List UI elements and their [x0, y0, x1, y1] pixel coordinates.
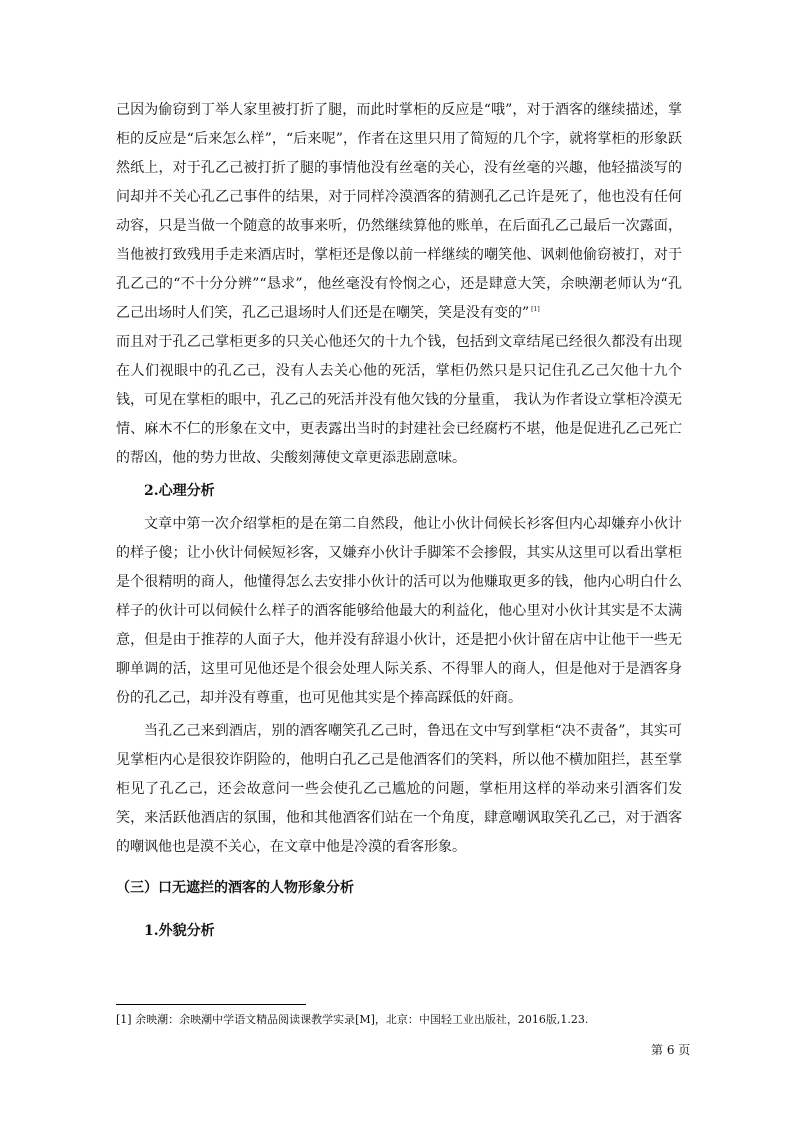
subheading-appearance: 1.外貌分析 [144, 923, 215, 939]
body-paragraph-2: 而且对于孔乙己掌柜更多的只关心他还欠的十九个钱，包括到文章结尾已经很久都没有出现在人们视眼中的孔乙己，没有人去关心他的死活，掌柜仍然只是只记住孔乙己欠他十九个钱，可见在掌柜的眼中，孔乙己的死活并没有他欠钱的分量重， 我认为作者设立掌柜冷漠无情、麻木不仁的形象在文中，更表露出当时的封建社会已经腐朽不堪，他是促进孔乙己死亡的帮凶，他的势力世故、尖酸刻薄使文章更添悲剧意味。 [116, 334, 682, 466]
subheading-psychology: 2.心理分析 [144, 483, 215, 499]
footnote-divider [116, 1004, 306, 1005]
body-paragraph-1: 己因为偷窃到丁举人家里被打折了腿，而此时掌柜的反应是“哦”，对于酒客的继续描述，掌柜的反应是“后来怎么样”，“后来呢”，作者在这里只用了简短的几个字，就将掌柜的形象跃然纸上，对于孔乙己被打折了腿的事情他没有丝毫的关心，没有丝毫的兴趣，他轻描淡写的问却并不关心孔乙己事件的结果，对于同样冷漠酒客的猜测孔乙己许是死了，他也没有任何动容，只是当做一个随意的故事来听，仍然继续算他的账单，在后面孔乙己最后一次露面，当他被打致残用手走来酒店时，掌柜还是像以前一样继续的嘲笑他、讽刺他偷窃被打，对于孔乙己的“不十分分辨”“恳求”，他丝毫没有怜悯之心，还是肆意大笑，余映潮老师认为“孔乙己出场时人们笑，孔乙己退场时人们还是在嘲笑，笑是没有变的” [1] [116, 102, 682, 321]
page-content [116, 96, 682, 946]
psych-paragraph-1: 文章中第一次介绍掌柜的是在第二自然段，他让小伙计伺候长衫客但内心却嫌弃小伙计的样子傻；让小伙计伺候短衫客，又嫌弃小伙计手脚笨不会掺假，其实从这里可以看出掌柜是个很精明的商人，他懂得怎么去安排小伙计的活可以为他赚取更多的钱，他内心明白什么样子的伙计可以伺候什么样子的酒客能够给他最大的利益化，他心里对小伙计其实是不太满意，但是由于推荐的人面子大，他并没有辞退小伙计，还是把小伙计留在店中让他干一些无聊单调的活，这里可见他还是个很会处理人际关系、不得罪人的商人，但是他对于是酒客身份的孔乙己，却并没有尊重，也可见他其实是个捧高踩低的奸商。 [116, 516, 682, 706]
psych-paragraph-2: 当孔乙己来到酒店，别的酒客嘲笑孔乙己时，鲁迅在文中写到掌柜“决不责备”，其实可见掌柜内心是很狡诈阴险的，他明白孔乙己是他酒客们的笑料，所以他不横加阻拦，甚至掌柜见了孔乙己，还会故意问一些会使孔乙己尴尬的问题，掌柜用这样的举动来引酒客们发笑，来活跃他酒店的氛围，他和其他酒客们站在一个角度，肆意嘲讽取笑孔乙己，对于酒客的嘲讽他也是漠不关心，在文章中他是冷漠的看客形象。 [116, 723, 682, 855]
section-heading-3: （三）口无遮拦的酒客的人物形象分析 [116, 880, 354, 896]
footnote: [1] 余映潮：余映潮中学语文精品阅读课教学实录[M]，北京：中国轻工业出版社，2016版,1.23. [116, 1013, 589, 1026]
page-number: 第 6 页 [651, 1043, 691, 1057]
footnote-reference: [1] [531, 306, 540, 314]
